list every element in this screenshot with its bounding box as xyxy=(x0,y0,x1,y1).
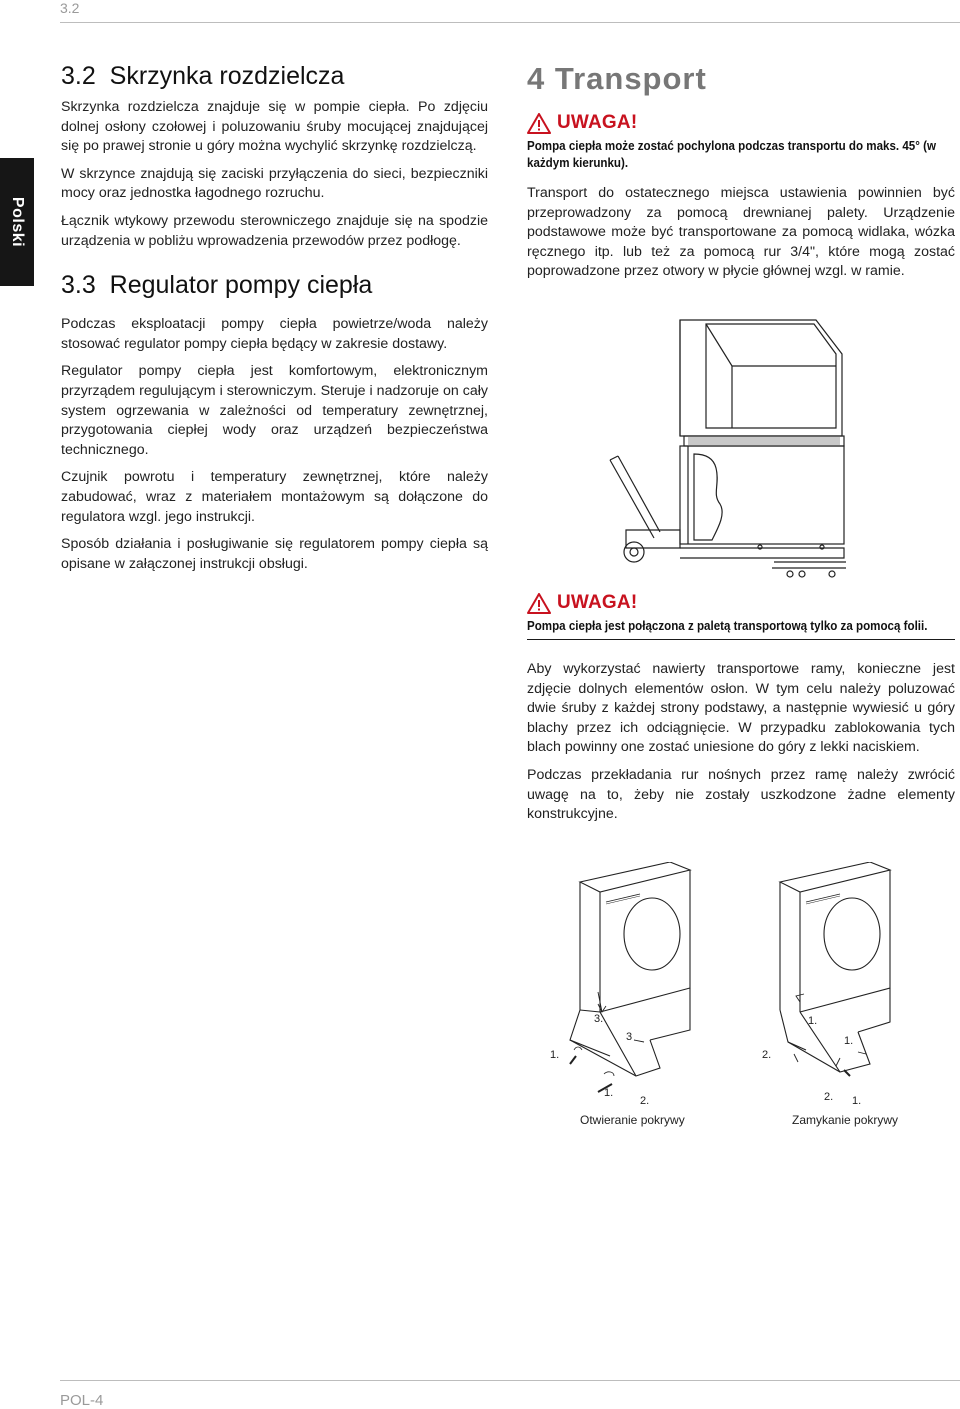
warning-label: UWAGA! xyxy=(557,592,638,613)
chapter-title: 4 Transport xyxy=(527,61,707,96)
step-label: 1. xyxy=(550,1049,560,1061)
warning-text: Pompa ciepła jest połączona z paletą transportową tylko za pomocą folii. xyxy=(527,619,928,633)
step-label: 1. xyxy=(808,1015,818,1027)
paragraph: Łącznik wtykowy przewodu sterowniczego znajduje się na spodzie urządzenia w pobliżu wprowadzenia przewodów przez podłogę. xyxy=(61,212,488,249)
paragraph: Sposób działania i posługiwanie się regulatorem pompy ciepła są opisane w załączonej instrukcji obsługi. xyxy=(61,536,488,572)
paragraph: Podczas przekładania rur nośnych przez ramę należy zwrócić uwagę na to, żeby nie zostały uszkodzone żadne elementy konstrukcyjne. xyxy=(527,766,955,823)
right-column-top xyxy=(527,60,955,282)
transport-handtruck-figure xyxy=(596,318,864,584)
footer-rule xyxy=(60,1380,960,1381)
step-label: 1. xyxy=(604,1087,614,1099)
warning-triangle-icon xyxy=(527,593,551,614)
running-header-section: 3.2 xyxy=(60,0,80,16)
warning-label: UWAGA! xyxy=(557,112,638,133)
cover-open-close-figure xyxy=(540,862,940,1112)
step-label: 3 xyxy=(626,1031,633,1043)
section-title-3-2: 3.2 Skrzynka rozdzielcza xyxy=(61,62,345,90)
warning-text: Pompa ciepła może zostać pochylona podczas transportu do maks. 45° (w każdym kierunku). xyxy=(527,139,936,170)
step-label: 1. xyxy=(844,1035,854,1047)
warning-triangle-icon xyxy=(527,113,551,134)
page-number: POL-4 xyxy=(60,1392,104,1409)
paragraph: Skrzynka rozdzielcza znajduje się w pompie ciepła. Po zdjęciu dolnej osłony czołowej i poluzowaniu śruby mocującej znajdującej się po prawej stronie u góry można wychylić skrzynkę rozdzielczą. xyxy=(61,99,488,155)
step-label: 2. xyxy=(762,1049,772,1061)
left-column xyxy=(61,60,488,574)
warning-box-foil xyxy=(527,592,955,640)
warning-box-tilt xyxy=(527,112,955,172)
paragraph: Aby wykorzystać nawierty transportowe ramy, konieczne jest zdjęcie dolnych elementów osłon. W tym celu należy poluzować dwie śruby z każdej strony podstawy, a następnie wywiesić u góry blachy przez ich odciągnięcie. W przypadku zablokowania tych blach powinny one zostać uniesione do góry z lekki naciskiem. xyxy=(527,661,955,756)
section-title-3-3: 3.3 Regulator pompy ciepła xyxy=(61,271,373,300)
paragraph: W skrzynce znajdują się zaciski przyłączenia do sieci, bezpieczniki mocy oraz jednostka łagodnego rozruchu. xyxy=(61,165,488,202)
header-rule xyxy=(60,22,960,23)
right-column-bottom xyxy=(527,592,955,825)
language-tab xyxy=(0,158,34,286)
step-label: 2. xyxy=(640,1095,650,1107)
paragraph: Regulator pompy ciepła jest komfortowym, elektronicznym przyrządem regulującym i sterowniczym. Steruje i nadzoruje on cały system ogrzewania w zależności od temperatury zewnętrznej, przygotowania ciepłej wody oraz urządzeń bezpieczeństwa technicznego. xyxy=(61,363,488,458)
step-label: 1. xyxy=(852,1095,862,1107)
step-label: 3. xyxy=(594,1013,604,1025)
language-tab-label: Polski xyxy=(9,196,27,248)
figure-caption-open: Otwieranie pokrywy xyxy=(580,1113,685,1127)
step-label: 2. xyxy=(824,1091,834,1103)
paragraph: Czujnik powrotu i temperatury zewnętrznej, które należy zabudować, wraz z materiałem montażowym są dołączone do regulatora wzgl. jego instrukcji. xyxy=(61,469,488,525)
paragraph: Transport do ostatecznego miejsca ustawienia powinnien być przeprowadzony za pomocą drewnianej palety. Urządzenie podstawowe może być transportowane za pomocą widlaka, wózka ręcznego itp. lub też za pomocą rur 3/4", które mogą zostać poprowadzone przez otwory w płycie głównej wzgl. w ramie. xyxy=(527,185,955,280)
paragraph: Podczas eksploatacji pompy ciepła powietrze/woda należy stosować regulator pompy ciepła będący w zakresie dostawy. xyxy=(61,316,488,352)
figure-caption-close: Zamykanie pokrywy xyxy=(792,1113,899,1127)
